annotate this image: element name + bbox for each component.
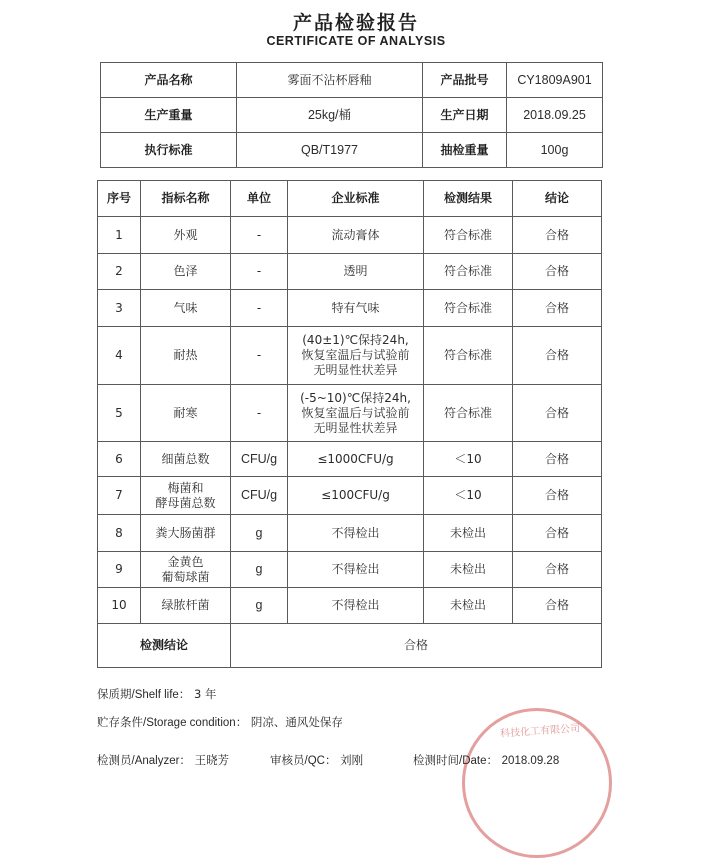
product-info-table: [100, 62, 603, 168]
row-number: 1: [98, 217, 141, 254]
unit: CFU/g: [231, 477, 288, 515]
indicator-name: 粪大肠菌群: [141, 515, 231, 552]
unit: -: [231, 290, 288, 327]
row-number: 7: [98, 477, 141, 515]
row-number: 6: [98, 442, 141, 477]
col-header: 单位: [231, 181, 288, 217]
indicator-name: 耐热: [141, 327, 231, 385]
unit: -: [231, 327, 288, 385]
test-date-label-cn: 检测时间: [413, 753, 459, 767]
product-info-row: [101, 63, 603, 98]
indicator-name-line: 酵母菌总数: [155, 495, 216, 510]
table-row: [98, 217, 602, 254]
row-number: 3: [98, 290, 141, 327]
test-result: ＜10: [424, 477, 513, 515]
row-number: 9: [98, 552, 141, 588]
table-row: [98, 442, 602, 477]
col-header: 企业标准: [288, 181, 424, 217]
analyzer-label-en: /Analyzer：: [131, 755, 191, 767]
test-date-value: 2018.09.28: [501, 755, 560, 767]
test-date: [413, 752, 559, 768]
standard-line: 恢复室温后与试验前: [301, 348, 410, 362]
enterprise-standard: 不得检出: [288, 588, 424, 624]
storage-condition: [97, 714, 343, 730]
indicator-name: 色泽: [141, 254, 231, 290]
sample-weight-label: 抽检重量: [423, 133, 507, 168]
qc-reviewer: [270, 752, 363, 768]
row-number: 10: [98, 588, 141, 624]
conclusion: 合格: [513, 217, 602, 254]
product-info-row: [101, 133, 603, 168]
shelf-life-label-en: /Shelf life：: [131, 689, 191, 701]
table-row: [98, 552, 602, 588]
company-seal-text: 科技化工有限公司: [499, 723, 581, 740]
standard-line: 无明显性状差异: [313, 363, 398, 377]
col-header: 指标名称: [141, 181, 231, 217]
shelf-life-value: 3 年: [193, 687, 217, 701]
row-number: 2: [98, 254, 141, 290]
weight-label: 生产重量: [101, 98, 237, 133]
final-conclusion-value: 合格: [231, 624, 602, 668]
shelf-life-label-cn: 保质期: [97, 687, 132, 701]
storage-value: 阴凉、通风处保存: [250, 715, 343, 729]
product-info-row: [101, 98, 603, 133]
enterprise-standard: [288, 385, 424, 442]
unit: g: [231, 515, 288, 552]
table-row: [98, 254, 602, 290]
conclusion: 合格: [513, 290, 602, 327]
row-number: 4: [98, 327, 141, 385]
storage-label-cn: 贮存条件: [97, 715, 143, 729]
indicator-name: [141, 552, 231, 588]
test-result: 符合标准: [424, 254, 513, 290]
test-result: 未检出: [424, 588, 513, 624]
conclusion: 合格: [513, 515, 602, 552]
test-result: 符合标准: [424, 217, 513, 254]
table-row: [98, 290, 602, 327]
unit: g: [231, 588, 288, 624]
final-conclusion-label: 检测结论: [98, 624, 231, 668]
unit: CFU/g: [231, 442, 288, 477]
conclusion: 合格: [513, 477, 602, 515]
conclusion: 合格: [513, 327, 602, 385]
enterprise-standard: ≤1000CFU/g: [288, 442, 424, 477]
indicator-name: 耐寒: [141, 385, 231, 442]
production-date-value: 2018.09.25: [507, 98, 603, 133]
storage-label-en: /Storage condition：: [143, 717, 248, 729]
results-header-row: [98, 181, 602, 217]
standard-line: 无明显性状差异: [313, 420, 398, 435]
standard-line: (40±1)℃保持24h,: [302, 333, 409, 347]
standard-label: 执行标准: [101, 133, 237, 168]
unit: -: [231, 254, 288, 290]
enterprise-standard: 流动膏体: [288, 217, 424, 254]
conclusion: 合格: [513, 254, 602, 290]
table-row: [98, 588, 602, 624]
enterprise-standard: 特有气味: [288, 290, 424, 327]
test-result: 未检出: [424, 552, 513, 588]
shelf-life: [97, 686, 216, 702]
unit: -: [231, 217, 288, 254]
qc-name: 刘刚: [340, 753, 364, 767]
standard-line: (-5~10)℃保持24h,: [300, 390, 411, 405]
col-header: 检测结果: [424, 181, 513, 217]
test-date-label-en: /Date：: [459, 755, 498, 767]
test-result: ＜10: [424, 442, 513, 477]
row-number: 8: [98, 515, 141, 552]
row-number: 5: [98, 385, 141, 442]
col-header: 序号: [98, 181, 141, 217]
table-row: [98, 385, 602, 442]
analyzer-label-cn: 检测员: [97, 753, 132, 767]
enterprise-standard: 不得检出: [288, 515, 424, 552]
col-header: 结论: [513, 181, 602, 217]
table-row: [98, 477, 602, 515]
production-date-label: 生产日期: [423, 98, 507, 133]
standard-value: QB/T1977: [237, 133, 423, 168]
product-name-value: 雾面不沾杯唇釉: [237, 63, 423, 98]
product-name-label: 产品名称: [101, 63, 237, 98]
test-result: 符合标准: [424, 385, 513, 442]
analyzer: [97, 752, 229, 768]
test-result: 符合标准: [424, 327, 513, 385]
indicator-name-line: 葡萄球菌: [161, 569, 210, 584]
indicator-name: 气味: [141, 290, 231, 327]
enterprise-standard: [288, 327, 424, 385]
batch-label: 产品批号: [423, 63, 507, 98]
unit: -: [231, 385, 288, 442]
indicator-name: [141, 477, 231, 515]
batch-value: CY1809A901: [507, 63, 603, 98]
indicator-name-line: 梅菌和: [167, 480, 204, 495]
test-result: 符合标准: [424, 290, 513, 327]
indicator-name: 外观: [141, 217, 231, 254]
report-subtitle: CERTIFICATE OF ANALYSIS: [266, 34, 446, 48]
conclusion: 合格: [513, 442, 602, 477]
indicator-name-line: 金黄色: [167, 554, 204, 569]
enterprise-standard: 透明: [288, 254, 424, 290]
test-result: 未检出: [424, 515, 513, 552]
analyzer-name: 王晓芳: [194, 753, 230, 767]
indicator-name: 绿脓杆菌: [141, 588, 231, 624]
standard-line: 恢复室温后与试验前: [301, 405, 410, 420]
qc-label-en: /QC：: [304, 755, 337, 767]
enterprise-standard: 不得检出: [288, 552, 424, 588]
table-row: [98, 515, 602, 552]
conclusion: 合格: [513, 385, 602, 442]
indicator-name: 细菌总数: [141, 442, 231, 477]
conclusion: 合格: [513, 588, 602, 624]
weight-value: 25kg/桶: [237, 98, 423, 133]
enterprise-standard: ≤100CFU/g: [288, 477, 424, 515]
test-results-table: [97, 180, 602, 668]
table-row: [98, 327, 602, 385]
unit: g: [231, 552, 288, 588]
conclusion-row: [98, 624, 602, 668]
conclusion: 合格: [513, 552, 602, 588]
report-title: 产品检验报告: [292, 12, 419, 34]
sample-weight-value: 100g: [507, 133, 603, 168]
qc-label-cn: 审核员: [270, 753, 305, 767]
